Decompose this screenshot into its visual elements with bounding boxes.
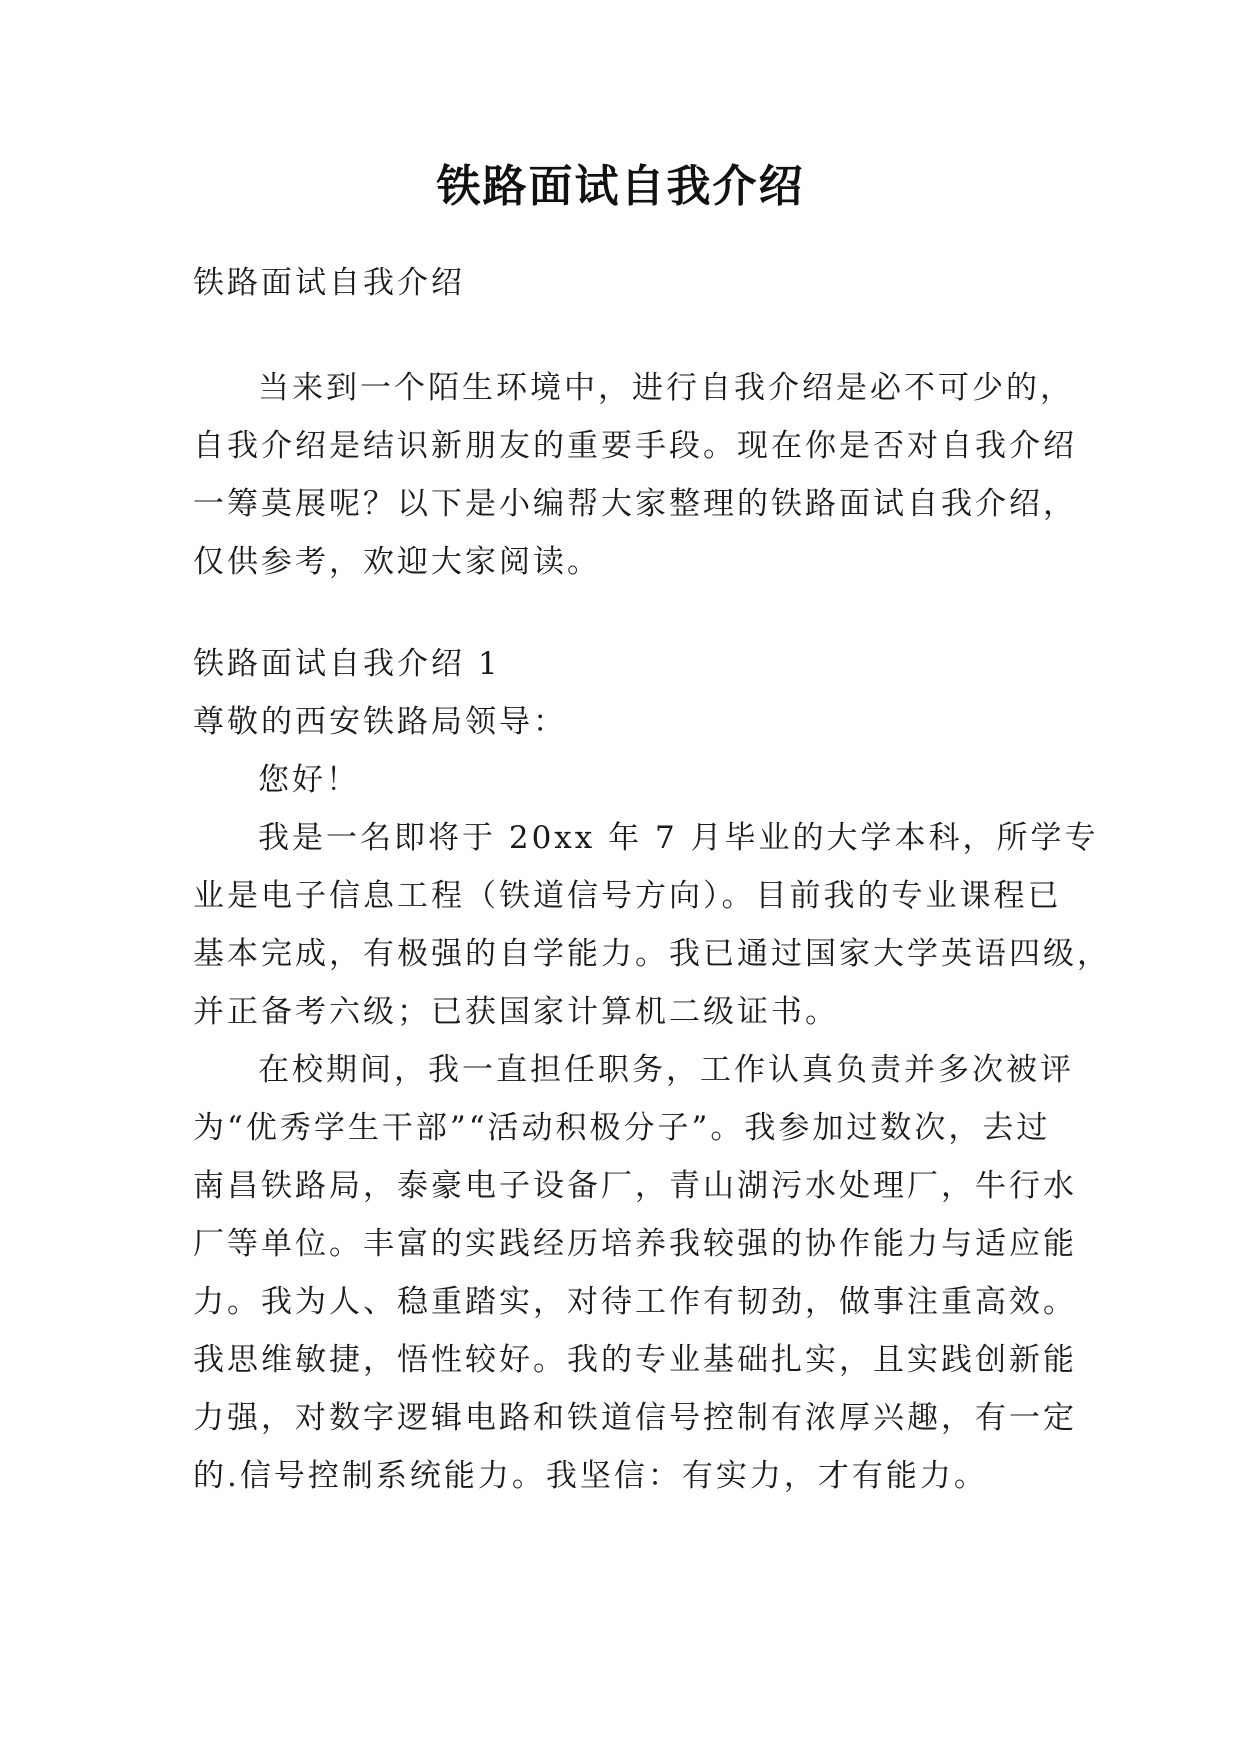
- paragraph2-line: 力。我为人、稳重踏实，对待工作有韧劲，做事注重高效。: [193, 1284, 1077, 1320]
- paragraph1-line: 基本完成，有极强的自学能力。我已通过国家大学英语四级，: [193, 936, 1111, 972]
- paragraph2-line: 南昌铁路局，泰豪电子设备厂，青山湖污水处理厂，牛行水: [193, 1168, 1077, 1204]
- intro-line: 一筹莫展呢？以下是小编帮大家整理的铁路面试自我介绍，: [193, 486, 1077, 522]
- paragraph2-line: 在校期间，我一直担任职务，工作认真负责并多次被评: [258, 1052, 1074, 1088]
- greeting: 您好！: [258, 762, 360, 798]
- salutation: 尊敬的西安铁路局领导：: [193, 704, 567, 740]
- document-subtitle: 铁路面试自我介绍: [193, 265, 465, 301]
- paragraph1-line: 我是一名即将于 20xx 年 7 月毕业的大学本科，所学专: [258, 820, 1099, 856]
- paragraph1-line: 业是电子信息工程（铁道信号方向）。目前我的专业课程已: [193, 878, 1062, 914]
- intro-line: 当来到一个陌生环境中，进行自我介绍是必不可少的，: [258, 370, 1074, 406]
- paragraph1-line: 并正备考六级；已获国家计算机二级证书。: [193, 994, 839, 1030]
- document-title: 铁路面试自我介绍: [436, 161, 805, 212]
- paragraph2-line: 我思维敏捷，悟性较好。我的专业基础扎实，且实践创新能: [193, 1342, 1077, 1378]
- paragraph2-line: 力强，对数字逻辑电路和铁道信号控制有浓厚兴趣，有一定: [193, 1400, 1077, 1436]
- paragraph2-line: 的.信号控制系统能力。我坚信：有实力，才有能力。: [193, 1458, 988, 1494]
- intro-line: 仅供参考，欢迎大家阅读。: [193, 544, 601, 580]
- paragraph2-line: 为“优秀学生干部”“活动积极分子”。我参加过数次，去过: [193, 1110, 1051, 1146]
- section-heading: 铁路面试自我介绍 1: [193, 646, 501, 682]
- intro-line: 自我介绍是结识新朋友的重要手段。现在你是否对自我介绍: [193, 428, 1077, 464]
- paragraph2-line: 厂等单位。丰富的实践经历培养我较强的协作能力与适应能: [193, 1226, 1077, 1262]
